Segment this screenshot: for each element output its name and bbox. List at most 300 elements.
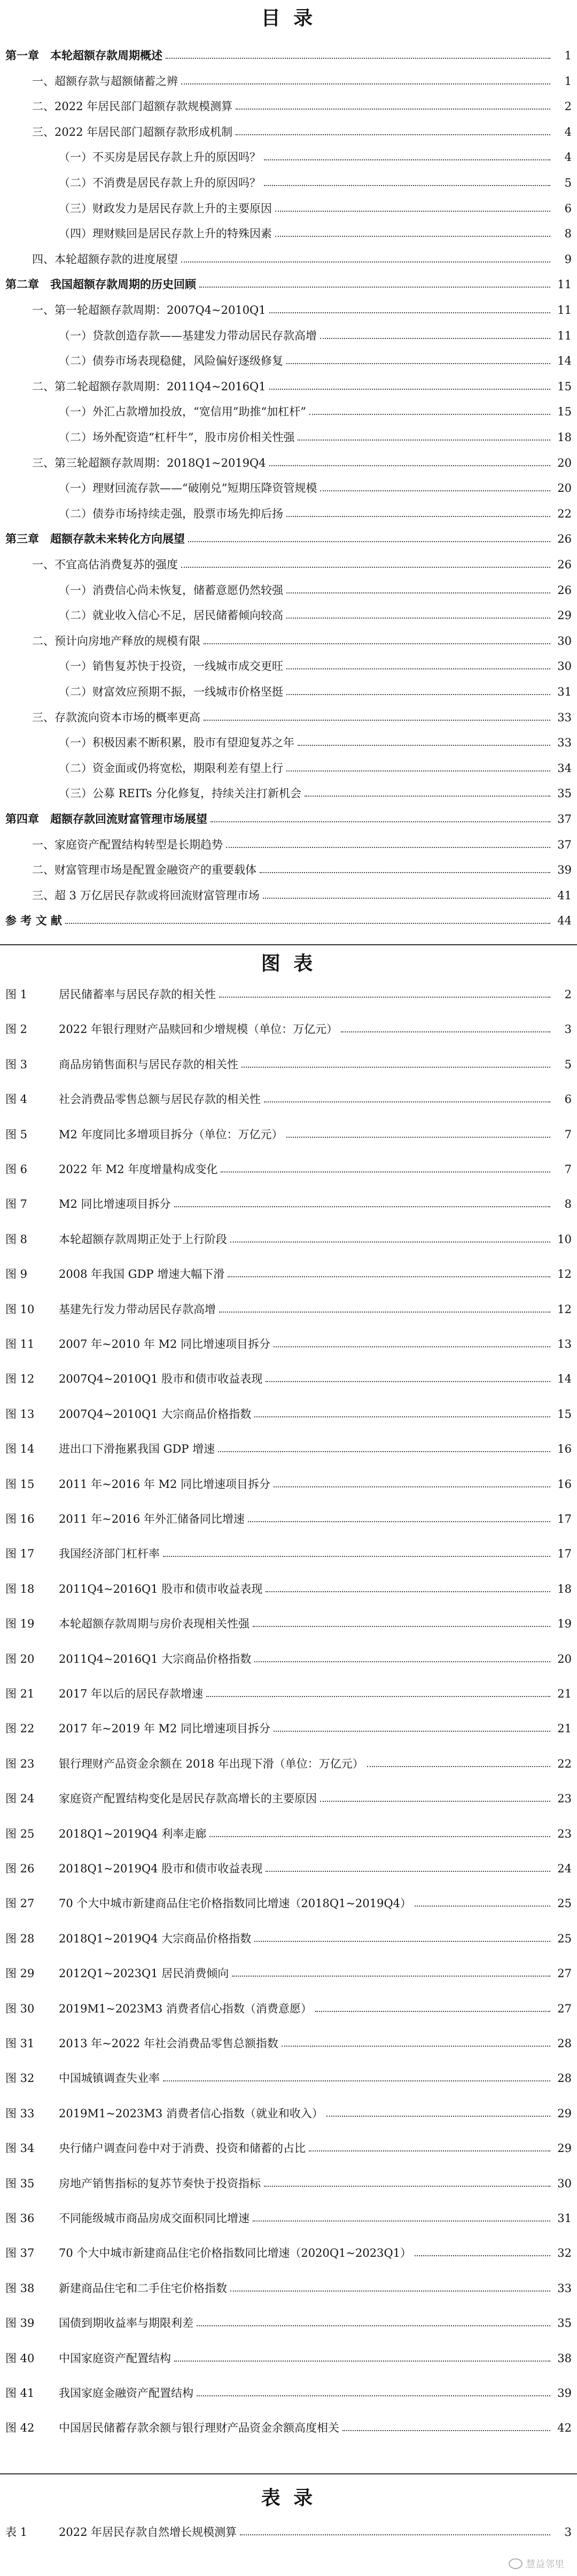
figure-caption: 2018Q1~2019Q4 股市和债市收益表现 [59, 1862, 263, 1875]
toc-entry[interactable] [5, 655, 572, 677]
dot-leader [320, 1801, 550, 1802]
figure-number: 图 11 [5, 1338, 35, 1351]
table-caption: 2022 年居民存款自然增长规模测算 [59, 2526, 237, 2539]
figure-entry[interactable] [5, 1998, 572, 2019]
dot-leader [221, 1171, 550, 1173]
page-number: 16 [557, 1477, 572, 1491]
page-number: 17 [557, 1513, 572, 1525]
dot-leader [197, 2395, 550, 2396]
page-number: 34 [557, 761, 572, 775]
toc-entry[interactable] [5, 299, 572, 321]
figure-caption: 不同能级城市商品房成交面积同比增速 [59, 2212, 249, 2225]
dot-leader [269, 312, 550, 313]
page-number: 15 [557, 405, 572, 419]
figure-caption: 进出口下滑拖累我国 GDP 增速 [59, 1443, 215, 1456]
toc-entry[interactable] [5, 427, 572, 448]
dot-leader [188, 541, 550, 542]
toc-entry-label: （一）贷款创造存款——基建发力带动居民存款高增 [59, 329, 317, 342]
figure-caption: 2013 年~2022 年社会消费品零售总额指数 [59, 2037, 278, 2050]
dot-leader [226, 847, 550, 848]
dot-leader [342, 2430, 550, 2431]
figure-entry[interactable] [5, 1543, 572, 1564]
tables-title: 表 录 [261, 2487, 316, 2509]
page-number: 15 [557, 1407, 572, 1421]
dot-leader [218, 1451, 550, 1452]
page-number: 27 [557, 1967, 572, 1980]
toc-entry[interactable] [5, 910, 572, 931]
toc-entry-label: 第四章 超额存款回流财富管理市场展望 [5, 812, 207, 826]
figure-entry[interactable] [5, 1578, 572, 1600]
figure-caption: 社会消费品零售总额与居民存款的相关性 [59, 1093, 261, 1106]
figure-entry[interactable] [5, 984, 572, 1005]
figure-caption: 2007Q4~2010Q1 大宗商品价格指数 [59, 1407, 252, 1421]
toc-entry[interactable] [5, 274, 572, 295]
figure-caption: 2011Q4~2016Q1 大宗商品价格指数 [59, 1652, 252, 1665]
page-number: 20 [557, 482, 572, 495]
toc-entry[interactable] [5, 834, 572, 855]
figure-entry[interactable] [5, 1263, 572, 1285]
toc-entry-label: （二）就业收入信心不足，居民储蓄倾向较高 [59, 609, 283, 622]
toc-entry[interactable] [5, 223, 572, 244]
figure-number: 图 26 [5, 1862, 35, 1875]
toc-entry-label: 一、第一轮超额存款周期：2007Q4~2010Q1 [32, 304, 266, 317]
figure-caption: 2007 年~2010 年 M2 同比增速项目拆分 [59, 1338, 271, 1351]
page-number: 11 [557, 304, 572, 317]
dot-leader [305, 796, 550, 797]
page-number: 41 [557, 889, 572, 902]
page-number: 33 [557, 2281, 572, 2295]
page-number: 21 [557, 1687, 572, 1700]
dot-leader [204, 643, 550, 644]
toc-entry[interactable] [5, 249, 572, 270]
dot-leader [367, 1766, 550, 1767]
dot-leader [341, 1031, 550, 1032]
dot-leader [286, 770, 550, 772]
figure-caption: 2019M1~2023M3 消费者信心指数（就业和收入） [59, 2107, 323, 2120]
dot-leader [236, 109, 550, 110]
dot-leader [415, 2255, 550, 2256]
toc-entry-label: （三）财政发力是居民存款上升的主要原因 [59, 202, 272, 215]
page-number: 12 [557, 1268, 572, 1281]
page-number: 17 [557, 1547, 572, 1561]
dot-leader [286, 618, 550, 619]
page-number: 37 [557, 813, 572, 826]
page-number: 2 [564, 100, 572, 113]
toc-entry[interactable] [5, 885, 572, 906]
page-number: 7 [564, 1163, 572, 1176]
dot-leader [264, 185, 550, 186]
figure-entry[interactable] [5, 1893, 572, 1914]
toc-entry[interactable] [5, 681, 572, 703]
figure-entry[interactable] [5, 2382, 572, 2404]
dot-leader [219, 1312, 550, 1313]
figure-entry[interactable] [5, 1019, 572, 1040]
page-number: 1 [564, 74, 572, 88]
figure-caption: 2019M1~2023M3 消费者信心指数（消费意愿） [59, 2002, 312, 2015]
toc-entry[interactable] [5, 808, 572, 830]
page-number: 16 [557, 1443, 572, 1456]
toc-entry-label: 四、本轮超额存款的进度展望 [32, 252, 178, 266]
dot-leader [241, 1067, 550, 1068]
page-number: 26 [557, 533, 572, 546]
toc-entry-label: （二）场外配资造“杠杆牛”，股市房价相关性强 [59, 431, 295, 444]
dot-leader [166, 58, 550, 59]
toc-entry-label: 二、2022 年居民部门超额存款规模测算 [32, 100, 233, 113]
toc-entry[interactable] [5, 45, 572, 66]
toc-entry-label: （三）公募 REITs 分化修复，持续关注打新机会 [59, 787, 302, 800]
figure-number: 图 37 [5, 2247, 35, 2260]
figure-caption: 本轮超额存款周期与房价表现相关性强 [59, 1617, 249, 1631]
toc-entry[interactable] [5, 477, 572, 499]
page-number: 4 [564, 125, 572, 138]
toc-entry-label: （二）不消费是居民存款上升的原因吗？ [59, 176, 261, 189]
page-number: 5 [564, 1058, 572, 1071]
toc-entry[interactable] [5, 707, 572, 728]
dot-leader [274, 1731, 550, 1732]
page-number: 44 [557, 914, 572, 928]
figure-caption: 2022 年 M2 年度增量构成变化 [59, 1163, 218, 1176]
figure-entry[interactable] [5, 1333, 572, 1355]
page-number: 23 [557, 1827, 572, 1840]
toc-entry[interactable] [5, 71, 572, 92]
figure-entry[interactable] [5, 2278, 572, 2299]
dot-leader [253, 2220, 550, 2222]
figure-caption: 本轮超额存款周期正处于上行阶段 [59, 1232, 227, 1246]
dot-leader [254, 1661, 550, 1662]
figure-number: 图 18 [5, 1582, 35, 1595]
dot-leader [315, 2011, 550, 2012]
figure-entry[interactable] [5, 1124, 572, 1145]
dot-leader [286, 694, 550, 695]
page-number: 19 [557, 1617, 572, 1631]
toc-entry-label: 三、存款流向资本市场的概率更高 [32, 711, 200, 724]
toc-entry[interactable] [5, 580, 572, 601]
toc-entry-label: 一、家庭资产配置结构转型是长期趋势 [32, 838, 223, 851]
dot-leader [263, 898, 550, 899]
figure-entry[interactable] [5, 2348, 572, 2369]
dot-leader [204, 720, 550, 721]
dot-leader [248, 1521, 550, 1522]
page-number: 32 [557, 2247, 572, 2260]
figure-number: 图 29 [5, 1967, 35, 1980]
page-number: 22 [557, 507, 572, 520]
toc-entry[interactable] [5, 732, 572, 753]
figure-number: 图 17 [5, 1547, 35, 1561]
page-number: 27 [557, 2002, 572, 2015]
figure-entry[interactable] [5, 1753, 572, 1775]
dot-leader [264, 2186, 550, 2187]
toc-entry[interactable] [5, 172, 572, 194]
toc-entry-label: （二）资金面或仍将宽松，期限利差有望上行 [59, 761, 283, 775]
figure-entry[interactable] [5, 1368, 572, 1390]
page-number: 23 [557, 1792, 572, 1806]
figure-number: 图 40 [5, 2351, 35, 2365]
dot-leader [266, 1591, 550, 1592]
dot-leader [181, 567, 550, 568]
figure-entry[interactable] [5, 1963, 572, 1984]
dot-leader [181, 83, 550, 84]
figure-entry[interactable] [5, 1299, 572, 1320]
figure-entry[interactable] [5, 2312, 572, 2334]
figure-entry[interactable] [5, 1474, 572, 1495]
toc-entry[interactable] [5, 121, 572, 143]
page-number: 29 [557, 609, 572, 622]
figure-entry[interactable] [5, 2417, 572, 2439]
toc-entry[interactable] [5, 96, 572, 117]
toc-entry-label: 二、第二轮超额存款周期：2011Q4~2016Q1 [32, 380, 266, 393]
toc-entry-label: （一）销售复苏快于投资，一线城市成交更旺 [59, 660, 283, 673]
page-number: 8 [564, 1198, 572, 1211]
page-number: 5 [564, 176, 572, 189]
dot-leader [415, 1906, 550, 1907]
figure-number: 图 24 [5, 1792, 35, 1806]
figure-number: 图 10 [5, 1302, 35, 1316]
page-number: 39 [557, 863, 572, 877]
toc-entry[interactable] [5, 350, 572, 372]
figure-number: 图 22 [5, 1722, 35, 1736]
figure-caption: M2 年度同比多增项目拆分（单位：万亿元） [59, 1128, 283, 1141]
figure-number: 图 21 [5, 1687, 35, 1700]
page-number: 42 [557, 2421, 572, 2435]
toc-entry[interactable] [5, 605, 572, 626]
toc-entry[interactable] [5, 325, 572, 346]
figure-caption: 房地产销售指标的复苏节奏快于投资指标 [59, 2177, 261, 2190]
dot-leader [181, 261, 550, 263]
page-number: 28 [557, 2072, 572, 2085]
toc-entry-label: 三、超 3 万亿居民存款或将回流财富管理市场 [32, 889, 260, 902]
dot-leader [230, 2290, 550, 2292]
toc-entry[interactable] [5, 630, 572, 652]
page-number: 29 [557, 2107, 572, 2120]
dot-leader [309, 2150, 550, 2151]
page-number: 2 [564, 988, 572, 1001]
dot-leader [210, 821, 550, 822]
page-number: 25 [557, 1932, 572, 1945]
dot-leader [206, 1696, 550, 1697]
figure-entry[interactable] [5, 1054, 572, 1075]
dot-leader [254, 1941, 550, 1942]
page-number: 33 [557, 711, 572, 724]
page-number: 31 [557, 2212, 572, 2225]
page-number: 22 [557, 1757, 572, 1770]
toc-entry[interactable] [5, 859, 572, 881]
toc-entry[interactable] [5, 401, 572, 422]
dot-leader [228, 1276, 550, 1277]
figure-number: 图 36 [5, 2212, 35, 2225]
figure-entry[interactable] [5, 2068, 572, 2089]
figure-entry[interactable] [5, 2208, 572, 2229]
figure-caption: 银行理财产品资金余额在 2018 年出现下滑（单位：万亿元） [59, 1757, 364, 1770]
figure-entry[interactable] [5, 1229, 572, 1250]
figure-number: 图 39 [5, 2317, 35, 2330]
figure-number: 图 23 [5, 1757, 35, 1770]
section-divider [0, 944, 577, 945]
toc-entry-label: 参 考 文 献 [5, 914, 62, 928]
figure-number: 图 13 [5, 1407, 35, 1421]
figure-number: 图 27 [5, 1897, 35, 1910]
page-number: 14 [557, 1372, 572, 1386]
figure-caption: 中国居民储蓄存款余额与银行理财产品资金余额高度相关 [59, 2421, 339, 2435]
figure-number: 图 20 [5, 1652, 35, 1665]
page-number: 18 [557, 431, 572, 444]
page-number: 35 [557, 2317, 572, 2330]
figure-number: 图 41 [5, 2387, 35, 2400]
page-number: 4 [564, 151, 572, 164]
figure-caption: 居民储蓄率与居民存款的相关性 [59, 988, 216, 1001]
page-number: 28 [557, 2037, 572, 2050]
figure-caption: 2011 年~2016 年 M2 同比增速项目拆分 [59, 1477, 271, 1491]
dot-leader [275, 211, 550, 212]
toc-entry[interactable] [5, 758, 572, 779]
figure-entry[interactable] [5, 1928, 572, 1949]
figure-caption: 中国城镇调查失业率 [59, 2072, 160, 2085]
toc-entry-label: 第三章 超额存款未来转化方向展望 [5, 532, 185, 546]
page-number: 11 [557, 278, 572, 291]
figure-caption: 2022 年银行理财产品赎回和少增规模（单位：万亿元） [59, 1023, 338, 1036]
figure-entry[interactable] [5, 1648, 572, 1670]
figure-number: 图 31 [5, 2037, 35, 2050]
dot-leader [286, 363, 550, 364]
figure-entry[interactable] [5, 1159, 572, 1180]
page-number: 35 [557, 787, 572, 800]
toc-entry-label: 二、预计向房地产释放的规模有限 [32, 634, 200, 647]
page-number: 15 [557, 380, 572, 393]
figure-caption: 2017 年以后的居民存款增速 [59, 1687, 204, 1700]
page-number: 1 [564, 49, 572, 62]
figure-entry[interactable] [5, 1858, 572, 1879]
dot-leader [274, 1346, 550, 1347]
page-number: 14 [557, 354, 572, 368]
page-number: 30 [557, 2177, 572, 2190]
toc-entry-label: （一）外汇占款增加投放，“宽信用”助推“加杠杆” [59, 405, 306, 419]
figure-number: 图 8 [5, 1232, 28, 1246]
figure-entry[interactable] [5, 1823, 572, 1845]
page-number: 11 [557, 329, 572, 342]
page-number: 20 [557, 456, 572, 469]
dot-leader [266, 1871, 550, 1872]
toc-entry[interactable] [5, 376, 572, 397]
figure-caption: 我国经济部门杠杆率 [59, 1547, 160, 1561]
dot-leader [269, 465, 550, 466]
figure-caption: 2011Q4~2016Q1 股市和债市收益表现 [59, 1582, 263, 1595]
toc-entry-label: 第一章 本轮超额存款周期概述 [5, 49, 162, 62]
figure-entry[interactable] [5, 1403, 572, 1425]
figure-caption: 国债到期收益率与期限利差 [59, 2317, 193, 2330]
page-number: 18 [557, 1582, 572, 1595]
dot-leader [320, 338, 550, 339]
dot-leader [275, 236, 550, 237]
figure-entry[interactable] [5, 1193, 572, 1215]
figure-entry[interactable] [5, 1613, 572, 1634]
dot-leader [264, 1101, 550, 1102]
toc-entry-label: （二）财富效应预期不振，一线城市价格坚挺 [59, 685, 283, 698]
dot-leader [163, 1556, 550, 1557]
figure-entry[interactable] [5, 2173, 572, 2194]
dot-leader [286, 1137, 550, 1138]
figure-caption: 2008 年我国 GDP 增速大幅下滑 [59, 1268, 225, 1281]
page-number: 25 [557, 1897, 572, 1910]
toc-entry[interactable] [5, 528, 572, 550]
figure-number: 图 42 [5, 2421, 35, 2435]
figure-entry[interactable] [5, 1718, 572, 1739]
page-number: 9 [564, 252, 572, 266]
toc-entry[interactable] [5, 503, 572, 525]
dot-leader [286, 516, 550, 517]
toc-entry-label: 一、不宜高估消费复苏的强度 [32, 558, 178, 571]
figure-number: 图 38 [5, 2281, 35, 2295]
page-number: 10 [557, 1232, 572, 1246]
dot-leader [219, 997, 550, 998]
watermark-text: 慧益邻里 [526, 2559, 564, 2570]
toc-entry[interactable] [5, 554, 572, 575]
page-number: 26 [557, 583, 572, 597]
page-number: 39 [557, 2387, 572, 2400]
figure-number: 图 7 [5, 1198, 28, 1211]
watermark [509, 2557, 564, 2571]
figure-entry[interactable] [5, 1788, 572, 1809]
toc-entry[interactable] [5, 198, 572, 219]
figure-caption: 2018Q1~2019Q4 大宗商品价格指数 [59, 1932, 252, 1945]
figure-caption: 2018Q1~2019Q4 利率走廊 [59, 1827, 207, 1840]
dot-leader [174, 2361, 550, 2362]
page-number: 20 [557, 1652, 572, 1665]
figure-entry[interactable] [5, 2138, 572, 2159]
figure-entry[interactable] [5, 1683, 572, 1705]
figure-number: 图 32 [5, 2072, 35, 2085]
figure-entry[interactable] [5, 2242, 572, 2264]
toc-entry[interactable] [5, 146, 572, 168]
toc-entry-label: 三、2022 年居民部门超额存款形成机制 [32, 125, 233, 138]
page-number: 30 [557, 660, 572, 673]
page-number: 3 [564, 1023, 572, 1036]
figure-caption: 家庭资产配置结构变化是居民存款高增长的主要原因 [59, 1792, 317, 1806]
figure-caption: 新建商品住宅和二手住宅价格指数 [59, 2281, 227, 2295]
figure-number: 图 3 [5, 1058, 28, 1071]
figure-number: 图 12 [5, 1372, 35, 1386]
page-number: 29 [557, 2142, 572, 2155]
toc-entry-label: （一）不买房是居民存款上升的原因吗？ [59, 151, 261, 164]
figure-caption: 央行储户调查问卷中对于消费、投资和储蓄的占比 [59, 2142, 306, 2155]
page-number: 33 [557, 736, 572, 750]
contents-title: 目 录 [261, 7, 316, 29]
figure-number: 图 15 [5, 1477, 35, 1491]
figure-number: 图 33 [5, 2107, 35, 2120]
toc-entry-label: 三、第三轮超额存款周期：2018Q1~2019Q4 [32, 456, 266, 469]
figure-number: 图 4 [5, 1093, 28, 1106]
dot-leader [266, 1381, 550, 1382]
dot-leader [230, 1241, 550, 1243]
dot-leader [260, 872, 550, 873]
table-entry[interactable] [5, 2521, 572, 2543]
toc-entry[interactable] [5, 452, 572, 474]
figure-entry[interactable] [5, 1089, 572, 1110]
figure-entry[interactable] [5, 2033, 572, 2054]
figure-number: 图 34 [5, 2142, 35, 2155]
figure-entry[interactable] [5, 1508, 572, 1530]
figure-number: 图 2 [5, 1023, 28, 1036]
toc-entry[interactable] [5, 783, 572, 804]
dot-leader [298, 439, 550, 441]
page-number: 3 [564, 2526, 572, 2539]
figure-caption: M2 同比增速项目拆分 [59, 1198, 171, 1211]
dot-leader [174, 1206, 550, 1207]
dot-leader [197, 2325, 550, 2326]
figure-entry[interactable] [5, 2103, 572, 2124]
figure-number: 图 1 [5, 988, 28, 1001]
figure-number: 图 35 [5, 2177, 35, 2190]
figure-entry[interactable] [5, 1438, 572, 1460]
dot-leader [298, 745, 550, 746]
